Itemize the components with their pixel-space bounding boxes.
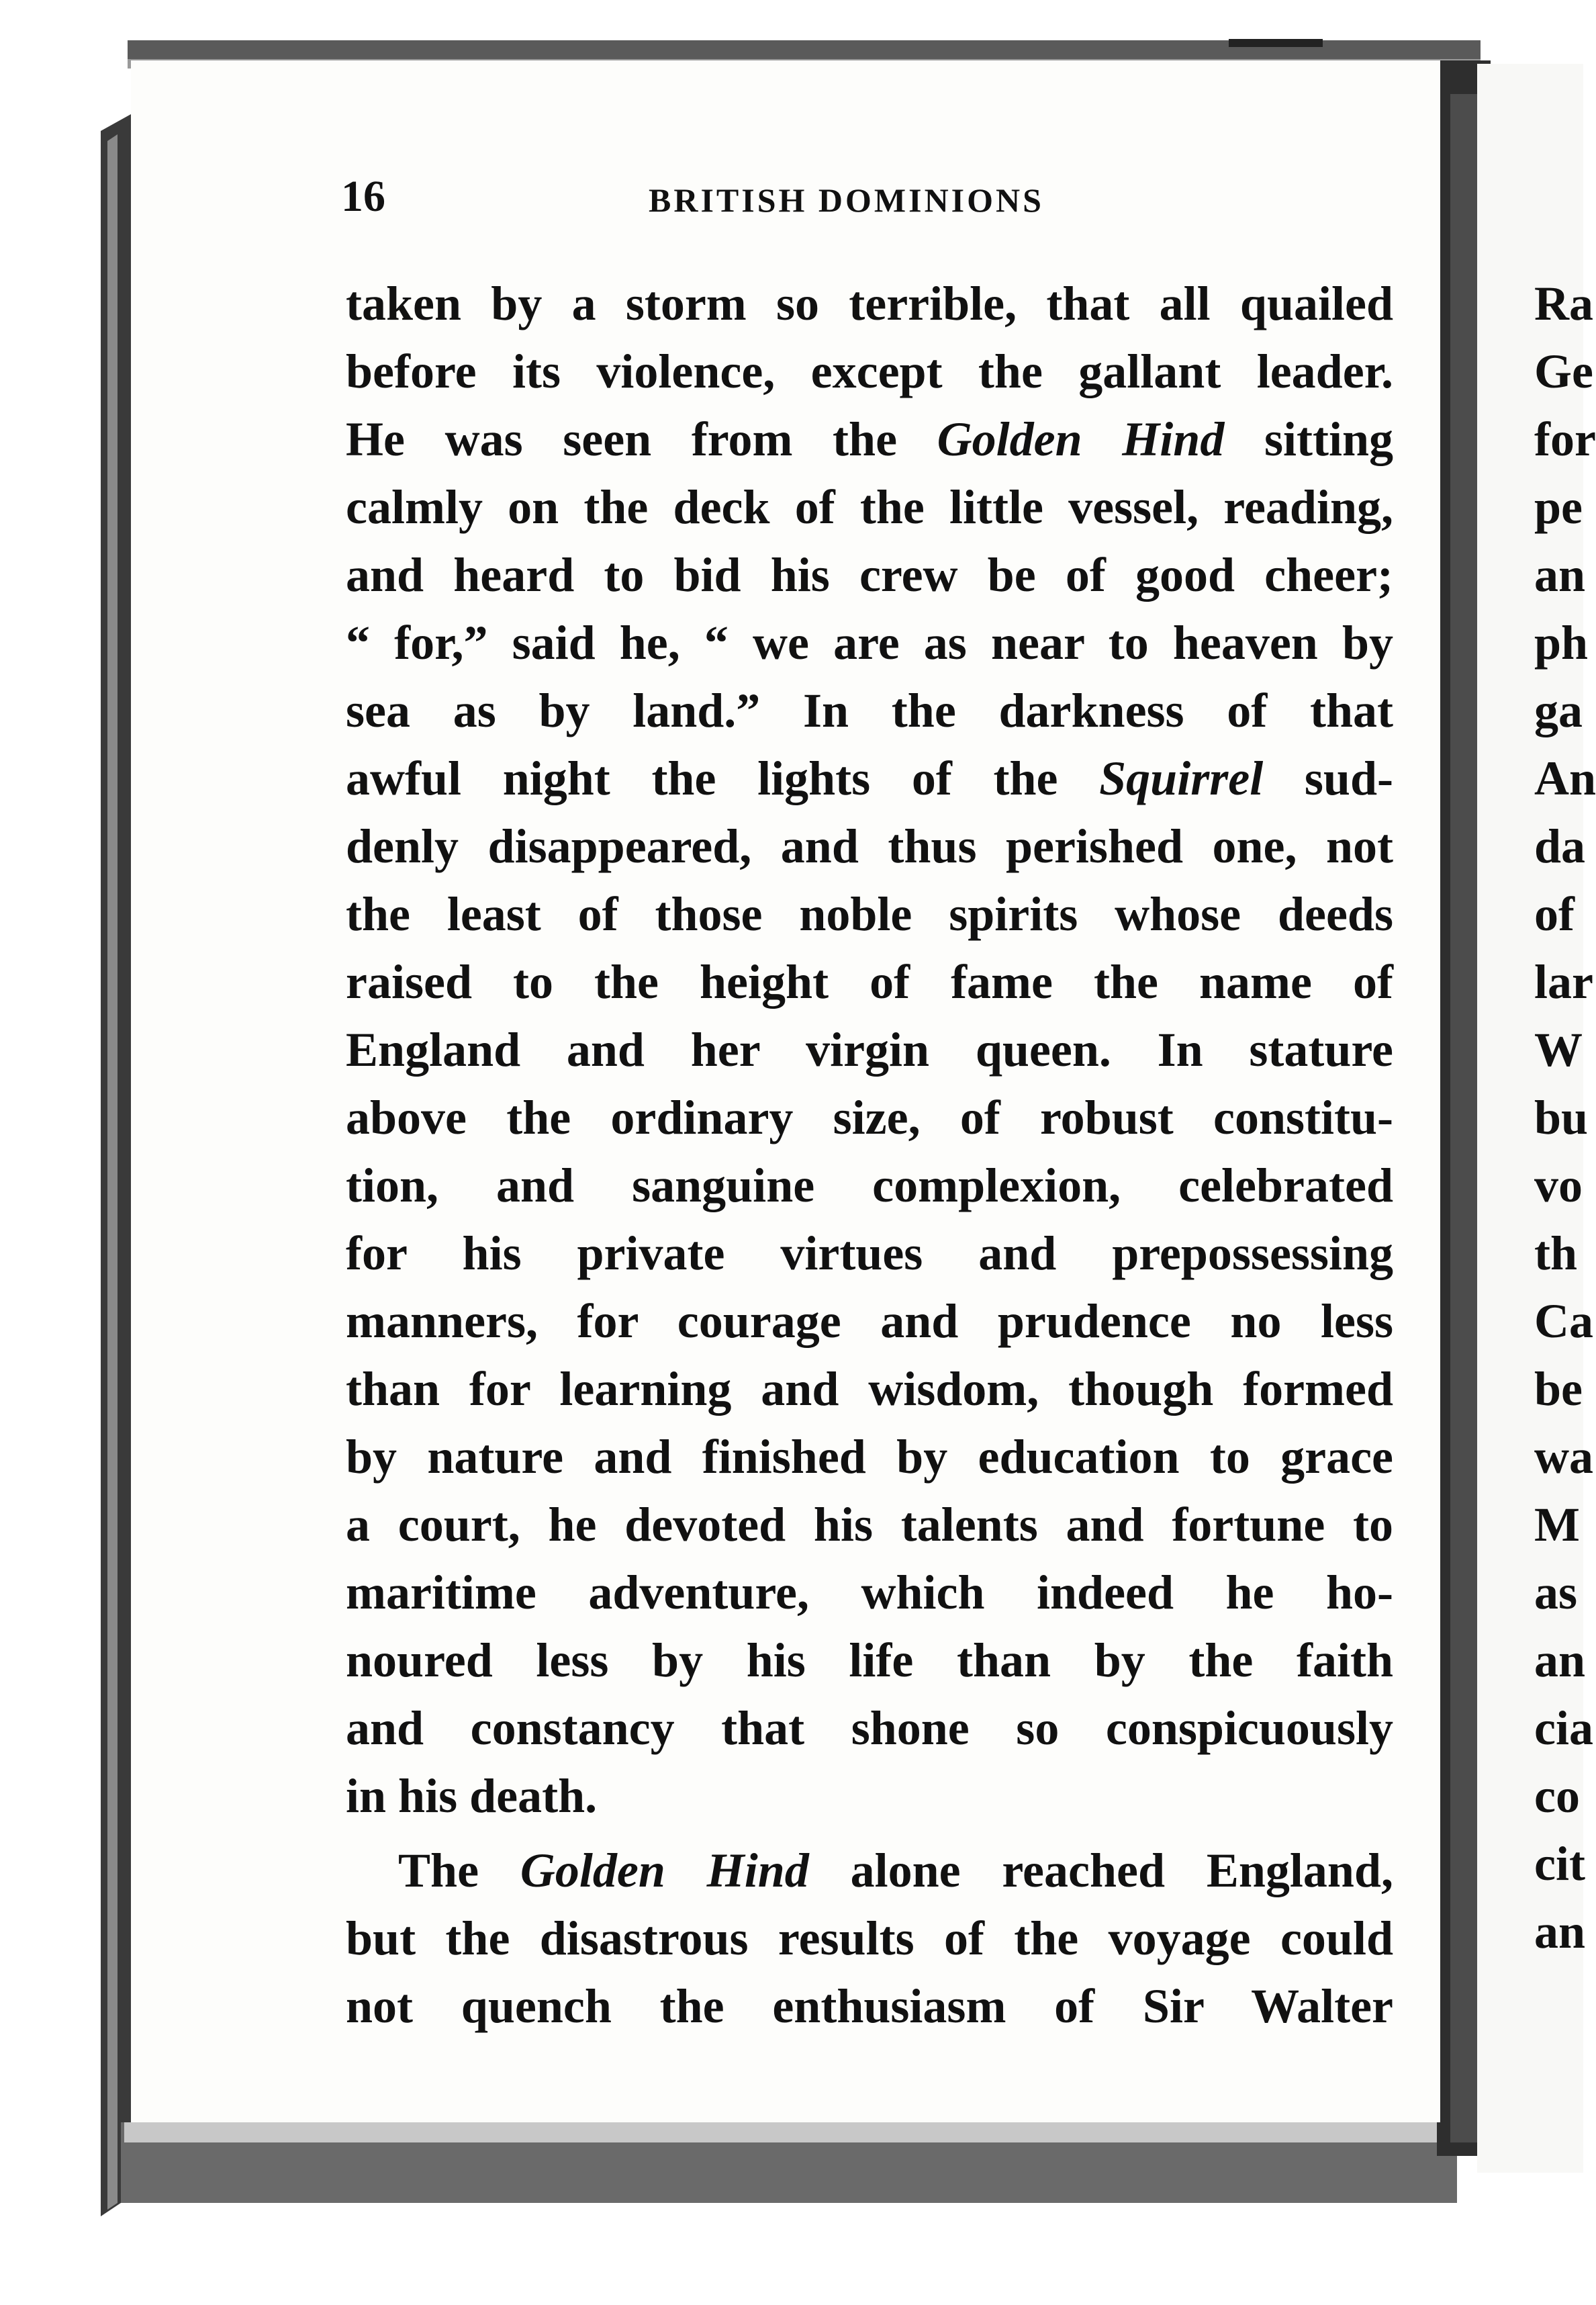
facing-page-fragment: an: [1534, 1633, 1586, 1687]
text-line: a court, he devoted his talents and fortune to: [346, 1498, 1393, 1551]
text-line: than for learning and wisdom, though formed: [346, 1362, 1393, 1416]
facing-page-fragment: ph: [1534, 616, 1589, 670]
facing-page-fragment: th: [1534, 1226, 1578, 1280]
facing-page-edge: [1534, 270, 1596, 1966]
facing-page-fragment: bu: [1534, 1091, 1589, 1144]
facing-page-fragment: wa: [1534, 1430, 1593, 1484]
text-line: noured less by his life than by the faith: [346, 1633, 1393, 1687]
body-text: [346, 270, 1393, 2040]
page-header: [341, 171, 1399, 225]
paragraph-gap: [346, 1830, 1393, 1837]
facing-page-fragment: for: [1534, 412, 1596, 466]
facing-page-fragment: vo: [1534, 1159, 1583, 1212]
facing-page-fragment: be: [1534, 1362, 1583, 1416]
facing-page-fragment: lar: [1534, 955, 1593, 1009]
page-number: 16: [341, 172, 385, 221]
facing-page-fragment: da: [1534, 819, 1586, 873]
facing-page-fragment: An: [1534, 752, 1596, 805]
text-line: before its violence, except the gallant leader.: [346, 345, 1393, 398]
text-line: “ for,” said he, “ we are as near to heaven by: [346, 616, 1393, 670]
text-line: and heard to bid his crew be of good cheer;: [346, 548, 1393, 602]
text-line: England and her virgin queen. In stature: [346, 1023, 1393, 1077]
ship-name: Squirrel: [1099, 752, 1264, 805]
facing-page-fragment: pe: [1534, 480, 1583, 534]
text-line: the least of those noble spirits whose deeds: [346, 887, 1393, 941]
running-title: BRITISH DOMINIONS: [649, 181, 1044, 219]
text-line: denly disappeared, and thus perished one, not: [346, 819, 1393, 873]
ship-name: Golden Hind: [520, 1844, 809, 1897]
text-line: taken by a storm so terrible, that all quailed: [346, 277, 1393, 330]
facing-page-fragment: cia: [1534, 1701, 1593, 1755]
text-line: manners, for courage and prudence no less: [346, 1294, 1393, 1348]
text-line: but the disastrous results of the voyage could: [346, 1911, 1393, 1965]
facing-page-fragment: M: [1534, 1498, 1580, 1551]
facing-page-fragment: Ge: [1534, 345, 1593, 398]
text-line: tion, and sanguine complexion, celebrated: [346, 1159, 1393, 1212]
ship-name: Golden Hind: [937, 412, 1225, 466]
facing-page-fragment: W: [1534, 1023, 1583, 1077]
text-line: The Golden Hind alone reached England,: [398, 1844, 1393, 1897]
text-line: above the ordinary size, of robust constitu-: [346, 1091, 1393, 1144]
facing-page-fragment: as: [1534, 1566, 1578, 1619]
text-line: sea as by land.” In the darkness of that: [346, 684, 1393, 737]
facing-page-fragment: of: [1534, 887, 1575, 941]
facing-page-fragment: Ca: [1534, 1294, 1593, 1348]
text-line: for his private virtues and prepossessing: [346, 1226, 1393, 1280]
facing-page-fragment: ga: [1534, 684, 1583, 737]
text-line: raised to the height of fame the name of: [346, 955, 1393, 1009]
text-line: maritime adventure, which indeed he ho-: [346, 1566, 1393, 1619]
facing-page-fragment: an: [1534, 1905, 1586, 1958]
text-line: awful night the lights of the Squirrel sud-: [346, 752, 1393, 805]
text-line: by nature and finished by education to grace: [346, 1430, 1393, 1484]
facing-page-fragment: co: [1534, 1769, 1580, 1823]
text-line: and constancy that shone so conspicuously: [346, 1701, 1393, 1755]
text-line: calmly on the deck of the little vessel, reading,: [346, 480, 1393, 534]
text-line: He was seen from the Golden Hind sitting: [346, 412, 1393, 466]
text-line: in his death.: [346, 1769, 598, 1823]
facing-page-fragment: an: [1534, 548, 1586, 602]
text-line: not quench the enthusiasm of Sir Walter: [346, 1979, 1393, 2033]
facing-page-fragment: cit: [1534, 1837, 1585, 1891]
facing-page-fragment: Ra: [1534, 277, 1593, 330]
